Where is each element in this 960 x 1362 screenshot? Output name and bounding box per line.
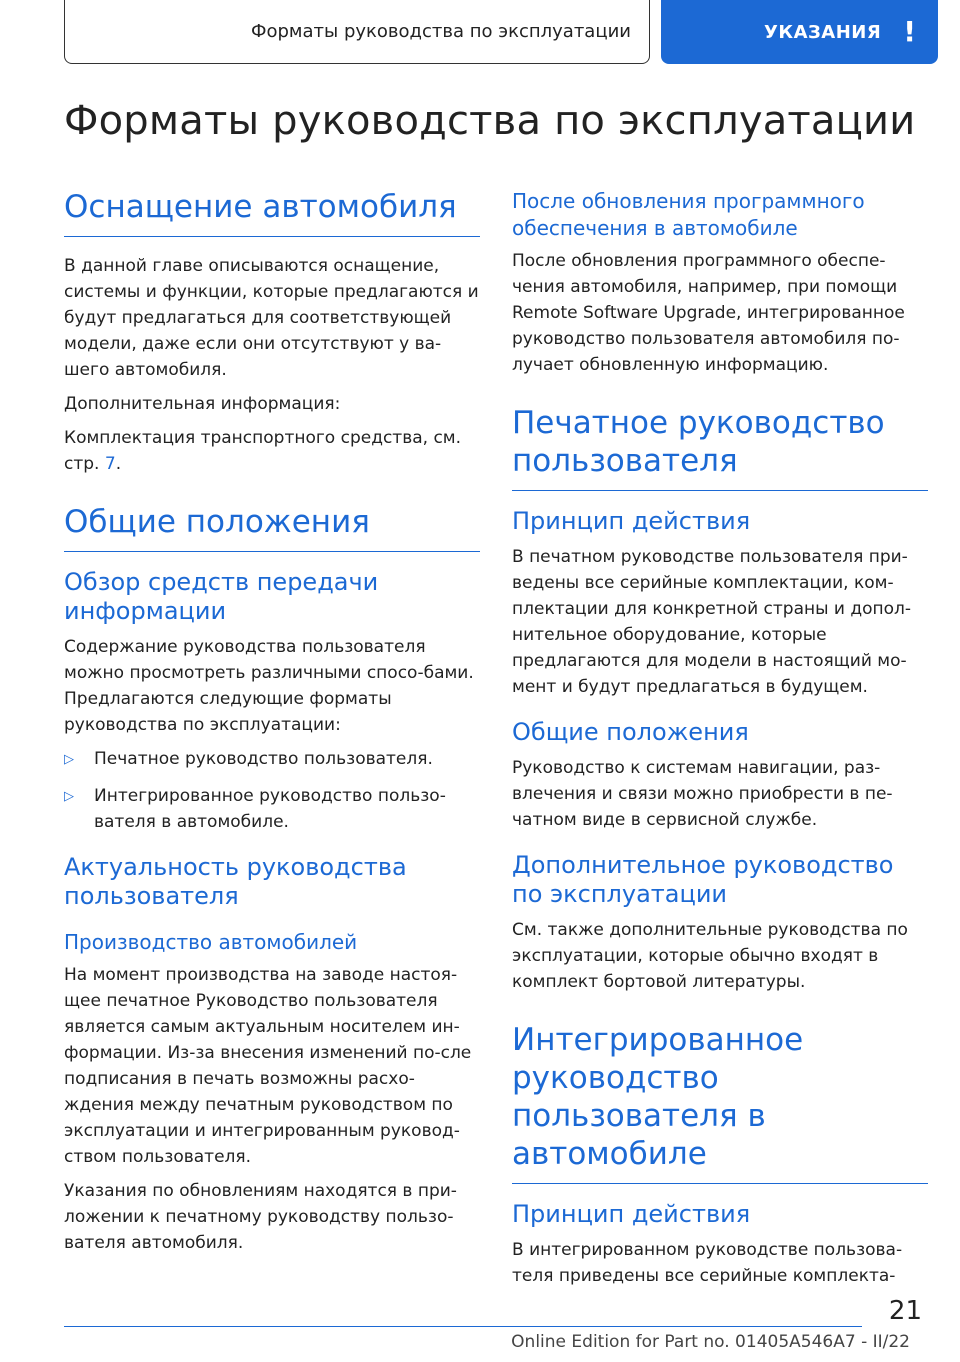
paragraph-general-right: Руководство к системам навигации, раз-влечения и связи можно приобрести в пе-чатном виде в сервисной службе.	[512, 758, 893, 830]
exclamation-icon: !	[903, 15, 916, 48]
heading-integrated-manual: Интегрированное руководство пользователя в автомобиле	[512, 1021, 928, 1184]
heading-principle-1: Принцип действия	[512, 507, 751, 535]
heading-actuality: Актуальность руководства пользователя	[64, 853, 407, 910]
page-link[interactable]: 7	[104, 454, 116, 474]
paragraph-equipment-3-text: Комплектация транспортного средства, см. стр.	[64, 428, 462, 474]
right-column	[512, 188, 928, 1297]
paragraph-production-2: Указания по обновлениям находятся в при-ложении к печатному руководству пользо-вателя автомобиля.	[64, 1181, 457, 1253]
header-doc-title: Форматы руководства по эксплуатации	[250, 21, 631, 42]
heading-additional: Дополнительное руководство по эксплуатации	[512, 851, 894, 908]
footer-edition: Online Edition for Part no. 01405A546A7 - II/22	[511, 1332, 910, 1352]
triangle-bullet-icon: ▷	[64, 752, 74, 767]
list-item-text: Интегрированное руководство пользо-вателя в автомобиле.	[94, 786, 446, 832]
paragraph-equipment-3: Комплектация транспортного средства, см. стр. 7.	[64, 428, 462, 474]
paragraph-overview: Содержание руководства пользователя можно просмотреть различными спосо-бами. Предлагаются следующие форматы руководства по эксплуатации:	[64, 637, 474, 735]
section-tab-label: УКАЗАНИЯ	[763, 21, 882, 43]
triangle-bullet-icon: ▷	[64, 789, 74, 804]
left-column	[64, 188, 480, 1264]
heading-overview: Обзор средств передачи информации	[64, 568, 379, 625]
heading-after-update: После обновления программного обеспечения в автомобиле	[512, 189, 865, 240]
paragraph-after-update: После обновления программного обеспе-чения автомобиля, например, при помощи Remote Software Upgrade, интегрированное руководство пользователя автомобиля по-лучает обновленную информацию.	[512, 251, 905, 375]
paragraph-additional: См. также дополнительные руководства по эксплуатации, которые обычно входят в комплект бортовой литературы.	[512, 920, 908, 992]
paragraph-principle-2: В интегрированном руководстве пользова-теля приведены все серийные комплекта-	[512, 1240, 903, 1286]
section-tab[interactable]	[661, 0, 938, 64]
page-title: Форматы руководства по эксплуатации	[64, 98, 916, 144]
page-number: 21	[888, 1296, 922, 1326]
list-item-text: Печатное руководство пользователя.	[94, 749, 433, 769]
footer-divider	[64, 1326, 862, 1327]
paragraph-equipment-1: В данной главе описываются оснащение, системы и функции, которые предлагаются и будут предлагаться для соответствующей модели, даже если они отсутствуют у ва-шего автомобиля.	[64, 256, 479, 380]
heading-general-right: Общие положения	[512, 718, 749, 746]
heading-general: Общие положения	[64, 503, 480, 552]
heading-production: Производство автомобилей	[64, 930, 358, 954]
paragraph-principle-1: В печатном руководстве пользователя при-ведены все серийные комплектации, ком-плектации для конкретной страны и допол-нительное оборудование, которые предлагаются для модели в настоящий мо-мент и будут предлагаться в будущем.	[512, 547, 912, 697]
heading-principle-2: Принцип действия	[512, 1200, 751, 1228]
heading-equipment: Оснащение автомобиля	[64, 188, 480, 237]
header-doc-title-box	[64, 0, 650, 64]
list-item	[64, 783, 480, 835]
list-item	[64, 746, 480, 773]
paragraph-equipment-2: Дополнительная информация:	[64, 394, 341, 414]
paragraph-production-1: На момент производства на заводе настоя-щее печатное Руководство пользователя является самым актуальным носителем ин-формации. Из-за внесения изменений по-сле подписания в печать возможны расхо-ждения между печатным руководством по эксплуатации и интегрированным руковод-ством пользователя.	[64, 965, 472, 1167]
heading-printed-manual: Печатное руководство пользователя	[512, 404, 928, 491]
